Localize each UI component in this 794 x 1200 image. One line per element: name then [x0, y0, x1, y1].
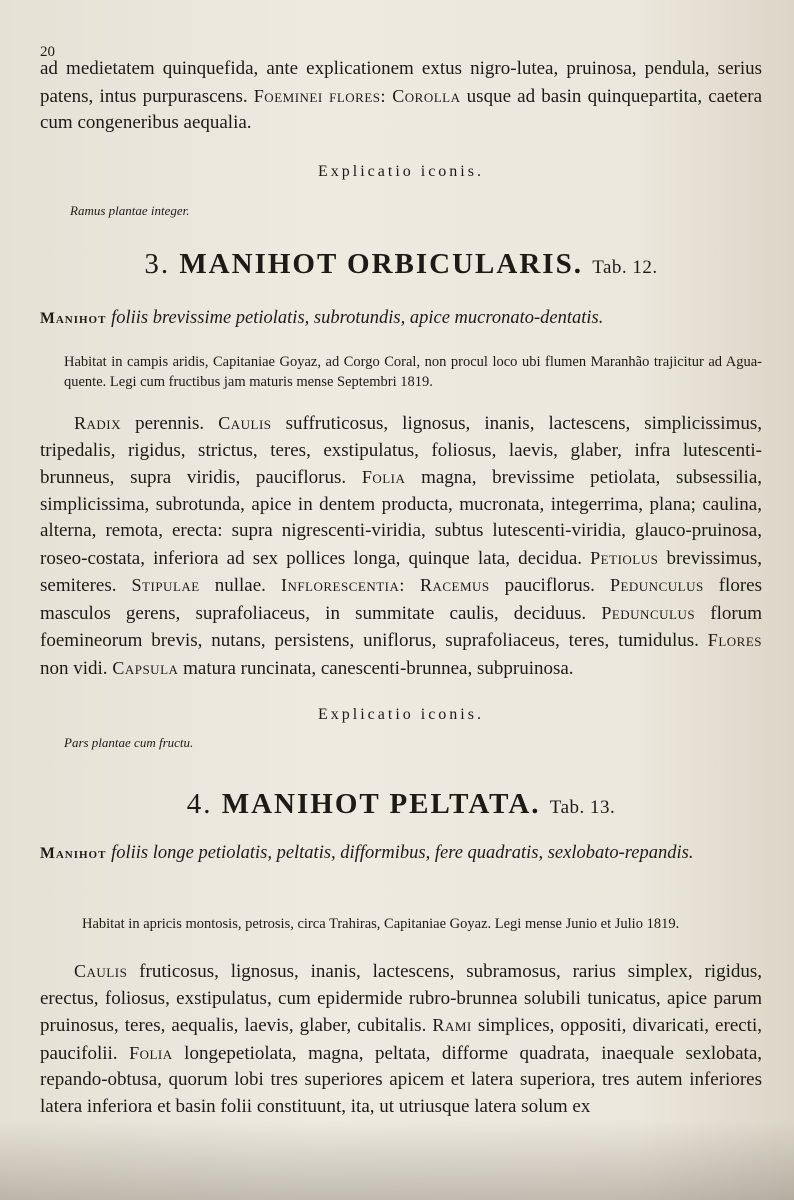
- description-text: magna, brevissime petiolata, subsessilia, simplicissima, subrotunda, apice in dentem producta, mucronata, integerrima, plana; caulina, alterna, remota, erecta: supra nigrescenti-viridia, subtus lutescenti-viridia, glauco-pruinosa, roseo-costata, inferiora ad sex pollices longa, quinque lata, decidua.: [40, 467, 763, 569]
- description-text: perennis.: [121, 413, 219, 434]
- organ-term: Folia: [361, 467, 406, 487]
- description-text: pauciflorus.: [489, 575, 610, 596]
- organ-term: Inflorescentia:: [280, 575, 405, 595]
- description-text: simplices, oppositi, divaricati, erecti, paucifolii.: [40, 1015, 762, 1064]
- organ-term: Stipulae: [131, 575, 200, 595]
- description-text: flores masculos gerens, suprafoliaceus, in summitate caulis, deciduus.: [40, 575, 762, 624]
- habitat-peltata: Habitat in apricis montosis, petrosis, circa Trahiras, Capitaniae Goyaz. Legi mense Junio et Julio 1819.: [82, 916, 680, 932]
- organ-term: Radix: [74, 413, 122, 433]
- species-heading-orbicularis: 3. MANIHOT ORBICULARIS. Tab. 12.: [144, 248, 658, 280]
- description-text: matura runcinata, canescenti-brunnea, subpruinosa.: [178, 657, 574, 679]
- description-text: fruticosus, lignosus, inanis, lactescens, subramosus, rarius simplex, rigidus, erectus, foliosus, exstipulatus, cum epidermide rubro-brunnea solubili tunicatus, apice parum pruinosus, teres, aequalis, laevis, glaber, cubitalis.: [40, 961, 762, 1036]
- description-text: [405, 575, 420, 596]
- description-text: non vidi.: [40, 657, 113, 679]
- organ-term: Rami: [432, 1015, 472, 1035]
- figure-caption-1: Ramus plantae integer.: [70, 203, 190, 218]
- figure-caption-2: Pars plantae cum fructu.: [64, 735, 194, 750]
- description-orbicularis: [40, 410, 762, 682]
- description-text: longepetiolata, magna, peltata, difforme quadrata, inaequale sexlobata, repando-obtusa, quorum lobi tres superiores apicem et latera superiora, tres autem inferiores latera inferiora et basin folii constituunt, ita, ut utriusque latera solum ex: [40, 1042, 762, 1117]
- organ-term: Caulis: [74, 961, 128, 981]
- organ-term: Capsula: [112, 657, 179, 678]
- description-text: nullae.: [199, 575, 281, 596]
- organ-term: Pedunculus: [609, 575, 704, 595]
- page-number: 20: [40, 44, 55, 60]
- species-heading-peltata: 4. MANIHOT PELTATA. Tab. 13.: [186, 788, 616, 820]
- organ-term: Petiolus: [590, 547, 659, 568]
- diagnosis-peltata: Manihot foliis longe petiolatis, peltatis, difformibus, fere quadratis, sexlobato-repandis.: [40, 843, 694, 863]
- description-peltata: [40, 958, 762, 1120]
- organ-term: Caulis: [218, 413, 272, 433]
- description-text: suffruticosus, lignosus, inanis, lactescens, simplicissimus, tripedalis, rigidus, strictus, teres, exstipulatus, foliosus, laevis, glaber, infra lutescenti-brunneus, supra viridis, pauciflorus.: [40, 413, 763, 488]
- description-text: florum foemineorum brevis, nutans, persistens, uniflorus, suprafoliaceus, teres, tumidulus.: [40, 602, 763, 651]
- organ-term: Flores: [707, 630, 762, 650]
- diagnosis-orbicularis: Manihot foliis brevissime petiolatis, subrotundis, apice mucronato-dentatis.: [40, 308, 604, 328]
- organ-term: Racemus: [419, 575, 490, 595]
- organ-term: Pedunculus: [601, 602, 696, 623]
- explicatio-heading-2: Explicatio iconis.: [318, 706, 484, 723]
- organ-term: Folia: [129, 1042, 173, 1063]
- explicatio-heading-1: Explicatio iconis.: [318, 163, 484, 180]
- intro-paragraph: ad medietatem quinquefida, ante explicationem extus nigro-lutea, pruinosa, pendula, serius patens, intus purpurascens. Foeminei flores: Corolla usque ad basin quinquepartita, caetera cum congeneribus aequalia.: [40, 58, 763, 133]
- description-text: brevissimus, semiteres.: [40, 547, 763, 596]
- habitat-orbicularis: Habitat in campis aridis, Capitaniae Goyaz, ad Corgo Coral, non procul loco ubi flumen Maranhão trajicitur ad Agua-quente. Legi cum fructibus jam maturis mense Septembri 1819.: [64, 354, 762, 390]
- page-edge-shadow: [0, 1120, 794, 1200]
